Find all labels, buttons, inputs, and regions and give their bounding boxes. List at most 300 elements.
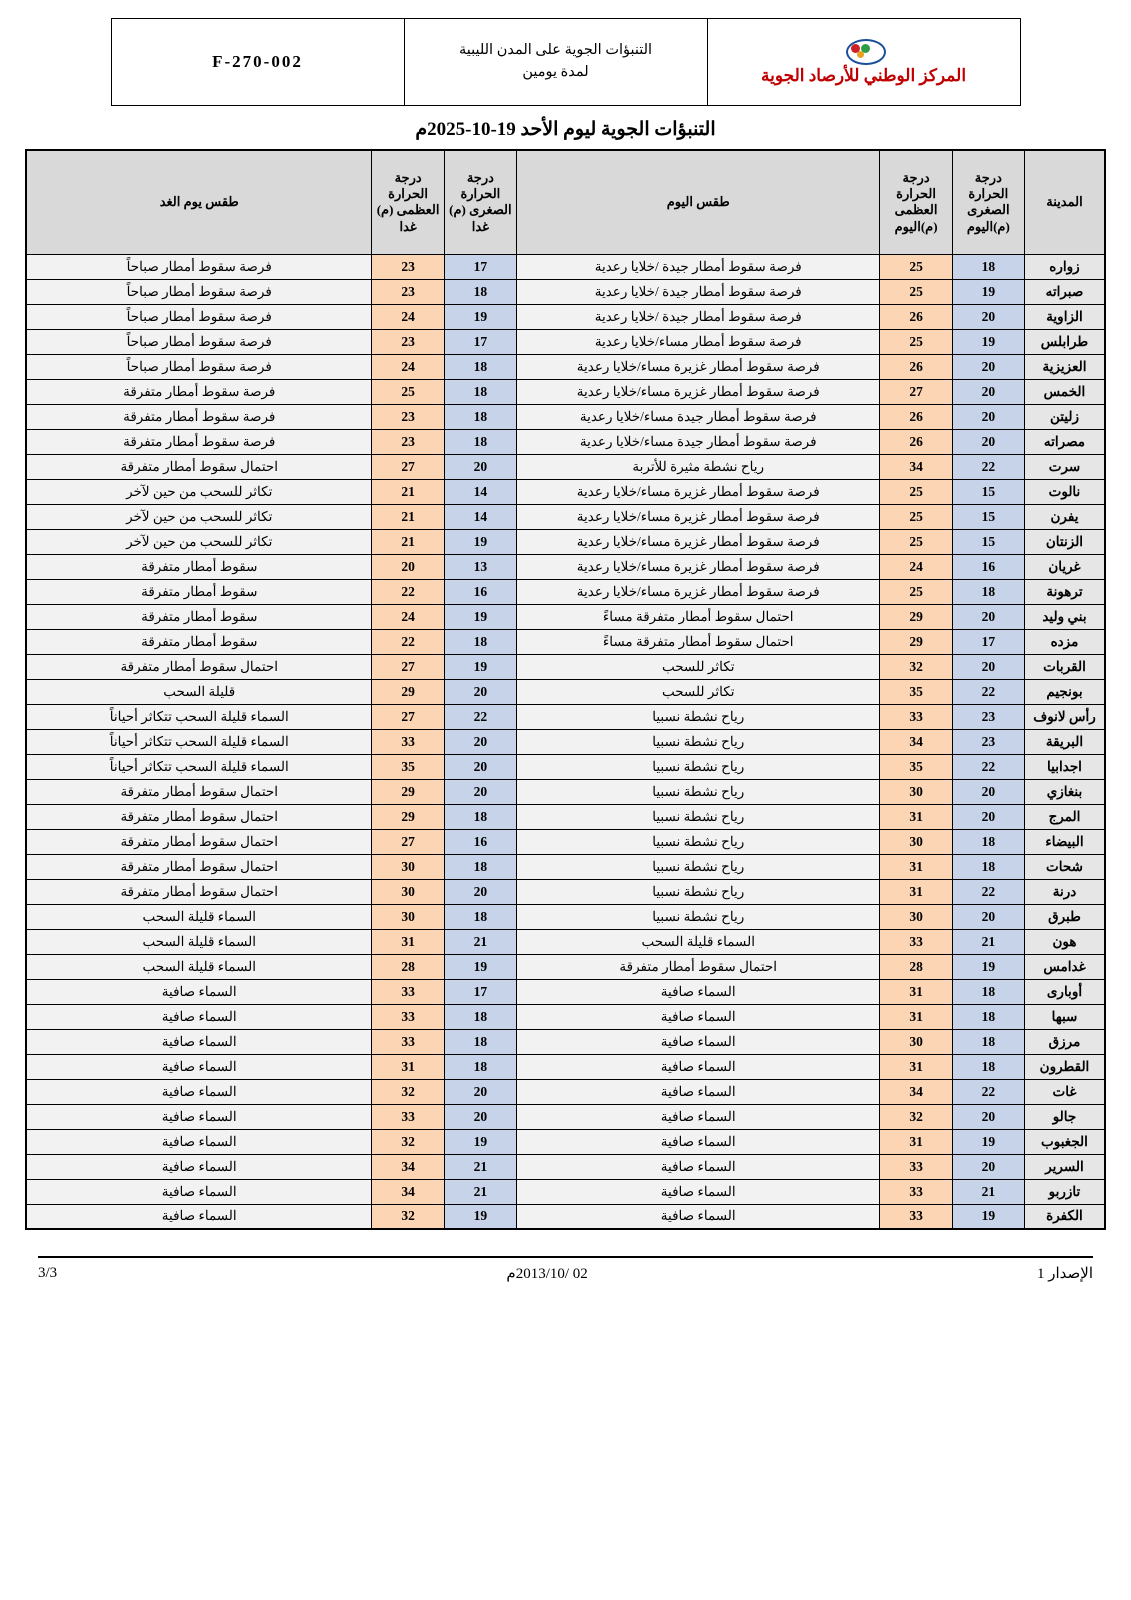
cell-max-temp-today: 30: [880, 904, 952, 929]
cell-max-temp-today: 31: [880, 979, 952, 1004]
cell-min-temp-today: 18: [952, 579, 1024, 604]
cell-min-temp-today: 23: [952, 729, 1024, 754]
cell-min-temp-today: 22: [952, 679, 1024, 704]
cell-min-temp-today: 20: [952, 304, 1024, 329]
table-row: [26, 1204, 1105, 1229]
cell-min-temp-tomorrow: 20: [444, 879, 516, 904]
cell-min-temp-tomorrow: 20: [444, 779, 516, 804]
cell-city: طبرق: [1024, 904, 1105, 929]
cell-city: الجغبوب: [1024, 1129, 1105, 1154]
cell-city: زواره: [1024, 254, 1105, 279]
cell-weather-today: السماء صافية: [517, 1129, 880, 1154]
table-row: [26, 904, 1105, 929]
cell-max-temp-tomorrow: 33: [372, 1104, 444, 1129]
cell-weather-tomorrow: احتمال سقوط أمطار متفرقة: [26, 779, 372, 804]
cell-min-temp-today: 18: [952, 1029, 1024, 1054]
cell-city: مرزق: [1024, 1029, 1105, 1054]
cell-min-temp-tomorrow: 18: [444, 429, 516, 454]
cell-min-temp-today: 15: [952, 529, 1024, 554]
table-row: [26, 479, 1105, 504]
cell-min-temp-tomorrow: 19: [444, 529, 516, 554]
cell-max-temp-tomorrow: 22: [372, 629, 444, 654]
cell-min-temp-today: 19: [952, 1204, 1024, 1229]
cell-min-temp-today: 20: [952, 779, 1024, 804]
cell-min-temp-today: 17: [952, 629, 1024, 654]
cell-city: يفرن: [1024, 504, 1105, 529]
cell-weather-today: رياح نشطة نسبيا: [517, 829, 880, 854]
cell-weather-today: تكاثر للسحب: [517, 654, 880, 679]
table-row: [26, 529, 1105, 554]
cell-max-temp-today: 35: [880, 679, 952, 704]
cell-weather-tomorrow: السماء صافية: [26, 1004, 372, 1029]
cell-city: غريان: [1024, 554, 1105, 579]
cell-weather-tomorrow: فرصة سقوط أمطار صباحاً: [26, 304, 372, 329]
cell-max-temp-today: 27: [880, 379, 952, 404]
cell-max-temp-tomorrow: 29: [372, 779, 444, 804]
cell-max-temp-tomorrow: 32: [372, 1079, 444, 1104]
cell-min-temp-today: 22: [952, 754, 1024, 779]
cell-weather-tomorrow: تكاثر للسحب من حين لآخر: [26, 529, 372, 554]
header-subject-line2: لمدة يومين: [522, 64, 589, 80]
cell-city: المرج: [1024, 804, 1105, 829]
header-code-cell: [111, 19, 404, 106]
cell-min-temp-today: 20: [952, 404, 1024, 429]
cell-weather-tomorrow: السماء صافية: [26, 1079, 372, 1104]
cell-max-temp-tomorrow: 31: [372, 929, 444, 954]
cell-max-temp-tomorrow: 35: [372, 754, 444, 779]
cell-city: غدامس: [1024, 954, 1105, 979]
cell-city: اجدابيا: [1024, 754, 1105, 779]
cell-max-temp-today: 33: [880, 1204, 952, 1229]
table-row: [26, 1104, 1105, 1129]
cell-city: غات: [1024, 1079, 1105, 1104]
cell-max-temp-tomorrow: 23: [372, 404, 444, 429]
cell-min-temp-today: 21: [952, 1179, 1024, 1204]
cell-max-temp-today: 31: [880, 854, 952, 879]
cell-max-temp-tomorrow: 27: [372, 454, 444, 479]
table-row: [26, 954, 1105, 979]
table-row: [26, 654, 1105, 679]
table-row: [26, 679, 1105, 704]
forecast-table: [25, 149, 1106, 1230]
cell-city: نالوت: [1024, 479, 1105, 504]
cell-city: القربات: [1024, 654, 1105, 679]
cell-min-temp-tomorrow: 19: [444, 1204, 516, 1229]
cell-max-temp-tomorrow: 27: [372, 654, 444, 679]
cell-max-temp-tomorrow: 32: [372, 1129, 444, 1154]
cell-min-temp-today: 19: [952, 1129, 1024, 1154]
cell-max-temp-today: 30: [880, 829, 952, 854]
cell-max-temp-tomorrow: 24: [372, 604, 444, 629]
cell-weather-today: رياح نشطة مثيرة للأتربة: [517, 454, 880, 479]
cell-max-temp-tomorrow: 23: [372, 279, 444, 304]
table-row: [26, 1004, 1105, 1029]
cell-max-temp-tomorrow: 31: [372, 1054, 444, 1079]
cell-weather-tomorrow: السماء صافية: [26, 1029, 372, 1054]
cell-weather-tomorrow: احتمال سقوط أمطار متفرقة: [26, 654, 372, 679]
table-row: [26, 779, 1105, 804]
cell-city: الخمس: [1024, 379, 1105, 404]
cell-max-temp-today: 32: [880, 654, 952, 679]
cell-max-temp-today: 25: [880, 329, 952, 354]
cell-min-temp-today: 19: [952, 329, 1024, 354]
cell-min-temp-today: 20: [952, 379, 1024, 404]
cell-min-temp-today: 18: [952, 254, 1024, 279]
cell-max-temp-today: 25: [880, 504, 952, 529]
cell-max-temp-tomorrow: 21: [372, 504, 444, 529]
cell-weather-tomorrow: احتمال سقوط أمطار متفرقة: [26, 454, 372, 479]
table-row: [26, 1029, 1105, 1054]
cell-max-temp-today: 31: [880, 1054, 952, 1079]
table-row: [26, 504, 1105, 529]
cell-city: بنغازي: [1024, 779, 1105, 804]
cell-min-temp-tomorrow: 19: [444, 604, 516, 629]
cell-min-temp-today: 18: [952, 1004, 1024, 1029]
cell-weather-tomorrow: فرصة سقوط أمطار صباحاً: [26, 329, 372, 354]
cell-weather-today: فرصة سقوط أمطار مساء/خلايا رعدية: [517, 329, 880, 354]
footer-edition: الإصدار 1: [1037, 1266, 1093, 1282]
cell-max-temp-tomorrow: 23: [372, 254, 444, 279]
cell-weather-today: رياح نشطة نسبيا: [517, 754, 880, 779]
table-row: [26, 929, 1105, 954]
table-row: [26, 979, 1105, 1004]
document-footer: [38, 1256, 1093, 1283]
table-row: [26, 404, 1105, 429]
cell-max-temp-tomorrow: 25: [372, 379, 444, 404]
cell-weather-today: فرصة سقوط أمطار غزيرة مساء/خلايا رعدية: [517, 529, 880, 554]
cell-weather-tomorrow: احتمال سقوط أمطار متفرقة: [26, 879, 372, 904]
cell-city: طرابلس: [1024, 329, 1105, 354]
cell-city: بونجيم: [1024, 679, 1105, 704]
cell-min-temp-tomorrow: 21: [444, 1154, 516, 1179]
cell-min-temp-tomorrow: 22: [444, 704, 516, 729]
cell-max-temp-tomorrow: 29: [372, 679, 444, 704]
cell-weather-today: رياح نشطة نسبيا: [517, 779, 880, 804]
cell-weather-tomorrow: فرصة سقوط أمطار متفرقة: [26, 404, 372, 429]
column-header-max-today: درجة الحرارة العظمى (م)اليوم: [880, 150, 952, 254]
cell-weather-tomorrow: فرصة سقوط أمطار صباحاً: [26, 254, 372, 279]
cell-max-temp-today: 26: [880, 304, 952, 329]
cell-weather-today: فرصة سقوط أمطار جيدة /خلايا رعدية: [517, 254, 880, 279]
cell-weather-tomorrow: سقوط أمطار متفرقة: [26, 579, 372, 604]
cell-min-temp-today: 15: [952, 479, 1024, 504]
cell-max-temp-tomorrow: 24: [372, 304, 444, 329]
table-row: [26, 1054, 1105, 1079]
table-row: [26, 354, 1105, 379]
cell-min-temp-tomorrow: 20: [444, 454, 516, 479]
header-subject-line1: التنبؤات الجوية على المدن الليبية: [458, 42, 653, 59]
cell-max-temp-tomorrow: 30: [372, 854, 444, 879]
cell-city: تازربو: [1024, 1179, 1105, 1204]
cell-weather-today: السماء صافية: [517, 1154, 880, 1179]
cell-min-temp-today: 20: [952, 429, 1024, 454]
cell-max-temp-tomorrow: 34: [372, 1179, 444, 1204]
cell-min-temp-tomorrow: 17: [444, 254, 516, 279]
cell-city: سبها: [1024, 1004, 1105, 1029]
cell-max-temp-today: 31: [880, 1004, 952, 1029]
cell-city: الزاوية: [1024, 304, 1105, 329]
cell-min-temp-tomorrow: 19: [444, 1129, 516, 1154]
cell-weather-today: السماء صافية: [517, 1204, 880, 1229]
cell-weather-tomorrow: فرصة سقوط أمطار متفرقة: [26, 379, 372, 404]
organization-name: المركز الوطني للأرصاد الجوية: [760, 66, 967, 85]
cell-weather-today: فرصة سقوط أمطار جيدة مساء/خلايا رعدية: [517, 429, 880, 454]
cell-weather-tomorrow: سقوط أمطار متفرقة: [26, 629, 372, 654]
cell-max-temp-tomorrow: 21: [372, 529, 444, 554]
document-header: [111, 18, 1021, 106]
cell-max-temp-today: 25: [880, 479, 952, 504]
cell-max-temp-tomorrow: 20: [372, 554, 444, 579]
cell-min-temp-tomorrow: 18: [444, 354, 516, 379]
table-row: [26, 629, 1105, 654]
cell-max-temp-today: 25: [880, 279, 952, 304]
cell-weather-tomorrow: سقوط أمطار متفرقة: [26, 554, 372, 579]
cell-max-temp-tomorrow: 30: [372, 904, 444, 929]
cell-min-temp-today: 20: [952, 654, 1024, 679]
cell-min-temp-tomorrow: 20: [444, 1104, 516, 1129]
cell-city: العزيزية: [1024, 354, 1105, 379]
table-row: [26, 1154, 1105, 1179]
cell-weather-today: السماء صافية: [517, 1179, 880, 1204]
table-row: [26, 1079, 1105, 1104]
cell-max-temp-tomorrow: 30: [372, 879, 444, 904]
cell-min-temp-today: 18: [952, 854, 1024, 879]
cell-max-temp-tomorrow: 34: [372, 1154, 444, 1179]
cell-weather-tomorrow: السماء قليلة السحب تتكاثر أحياناً: [26, 729, 372, 754]
cell-city: بني وليد: [1024, 604, 1105, 629]
table-row: [26, 754, 1105, 779]
cell-min-temp-today: 21: [952, 929, 1024, 954]
cell-weather-today: رياح نشطة نسبيا: [517, 879, 880, 904]
cell-city: صبراته: [1024, 279, 1105, 304]
cell-min-temp-today: 15: [952, 504, 1024, 529]
table-row: [26, 829, 1105, 854]
cell-max-temp-today: 31: [880, 1129, 952, 1154]
cell-weather-tomorrow: تكاثر للسحب من حين لآخر: [26, 504, 372, 529]
cell-min-temp-today: 19: [952, 279, 1024, 304]
cell-min-temp-tomorrow: 18: [444, 404, 516, 429]
cell-max-temp-today: 26: [880, 429, 952, 454]
cell-min-temp-tomorrow: 14: [444, 479, 516, 504]
header-organization-cell: [707, 19, 1020, 106]
cell-max-temp-today: 31: [880, 804, 952, 829]
cell-max-temp-today: 34: [880, 1079, 952, 1104]
cell-weather-today: السماء قليلة السحب: [517, 929, 880, 954]
table-row: [26, 704, 1105, 729]
cell-max-temp-tomorrow: 32: [372, 1204, 444, 1229]
cell-min-temp-tomorrow: 21: [444, 929, 516, 954]
footer-date: 02 /2013/10م: [506, 1266, 588, 1282]
cell-weather-tomorrow: السماء قليلة السحب: [26, 954, 372, 979]
cell-min-temp-tomorrow: 18: [444, 854, 516, 879]
table-row: [26, 379, 1105, 404]
cell-max-temp-today: 30: [880, 1029, 952, 1054]
cell-weather-today: فرصة سقوط أمطار جيدة مساء/خلايا رعدية: [517, 404, 880, 429]
cell-city: درنة: [1024, 879, 1105, 904]
cell-weather-today: السماء صافية: [517, 1104, 880, 1129]
cell-city: السرير: [1024, 1154, 1105, 1179]
cell-weather-tomorrow: السماء قليلة السحب تتكاثر أحياناً: [26, 754, 372, 779]
cell-max-temp-today: 25: [880, 254, 952, 279]
cell-weather-tomorrow: احتمال سقوط أمطار متفرقة: [26, 804, 372, 829]
cell-weather-tomorrow: السماء صافية: [26, 1154, 372, 1179]
cell-max-temp-tomorrow: 27: [372, 704, 444, 729]
cell-min-temp-today: 20: [952, 904, 1024, 929]
cell-weather-tomorrow: السماء صافية: [26, 979, 372, 1004]
cell-weather-today: فرصة سقوط أمطار غزيرة مساء/خلايا رعدية: [517, 479, 880, 504]
table-row: [26, 304, 1105, 329]
table-row: [26, 854, 1105, 879]
cell-weather-today: فرصة سقوط أمطار غزيرة مساء/خلايا رعدية: [517, 354, 880, 379]
cell-min-temp-tomorrow: 13: [444, 554, 516, 579]
cell-weather-today: فرصة سقوط أمطار غزيرة مساء/خلايا رعدية: [517, 504, 880, 529]
cell-max-temp-today: 30: [880, 779, 952, 804]
cell-max-temp-tomorrow: 33: [372, 729, 444, 754]
table-row: [26, 554, 1105, 579]
cell-weather-today: السماء صافية: [517, 1054, 880, 1079]
cell-min-temp-today: 20: [952, 354, 1024, 379]
cell-weather-today: رياح نشطة نسبيا: [517, 904, 880, 929]
cell-weather-today: احتمال سقوط أمطار متفرقة مساءً: [517, 604, 880, 629]
cell-min-temp-today: 22: [952, 454, 1024, 479]
cell-min-temp-tomorrow: 20: [444, 679, 516, 704]
cell-max-temp-today: 33: [880, 929, 952, 954]
cell-city: أوبارى: [1024, 979, 1105, 1004]
cell-weather-today: رياح نشطة نسبيا: [517, 854, 880, 879]
cell-min-temp-tomorrow: 16: [444, 829, 516, 854]
cell-city: ترهونة: [1024, 579, 1105, 604]
column-header-min-today: درجة الحرارة الصغرى (م)اليوم: [952, 150, 1024, 254]
cell-max-temp-today: 33: [880, 1154, 952, 1179]
cell-weather-today: السماء صافية: [517, 1004, 880, 1029]
cell-weather-tomorrow: سقوط أمطار متفرقة: [26, 604, 372, 629]
cell-weather-today: رياح نشطة نسبيا: [517, 804, 880, 829]
cell-min-temp-tomorrow: 18: [444, 904, 516, 929]
table-row: [26, 729, 1105, 754]
cell-max-temp-today: 32: [880, 1104, 952, 1129]
cell-min-temp-today: 23: [952, 704, 1024, 729]
table-row: [26, 454, 1105, 479]
cell-min-temp-today: 16: [952, 554, 1024, 579]
cell-max-temp-tomorrow: 28: [372, 954, 444, 979]
cell-weather-today: فرصة سقوط أمطار غزيرة مساء/خلايا رعدية: [517, 554, 880, 579]
cell-max-temp-tomorrow: 22: [372, 579, 444, 604]
cell-min-temp-tomorrow: 20: [444, 729, 516, 754]
cell-weather-tomorrow: فرصة سقوط أمطار متفرقة: [26, 429, 372, 454]
table-row: [26, 329, 1105, 354]
cell-min-temp-tomorrow: 20: [444, 1079, 516, 1104]
cell-city: مزده: [1024, 629, 1105, 654]
cell-max-temp-today: 28: [880, 954, 952, 979]
cell-min-temp-tomorrow: 18: [444, 629, 516, 654]
cell-min-temp-tomorrow: 17: [444, 329, 516, 354]
page-title: التنبؤات الجوية ليوم الأحد 19-10-2025م: [415, 119, 716, 140]
table-header-row: [26, 150, 1105, 254]
column-header-weather-today: طقس اليوم: [517, 150, 880, 254]
cell-weather-today: احتمال سقوط أمطار متفرقة مساءً: [517, 629, 880, 654]
cell-max-temp-today: 33: [880, 704, 952, 729]
cell-max-temp-today: 26: [880, 354, 952, 379]
cell-max-temp-today: 25: [880, 579, 952, 604]
document-code: F-270-002: [212, 52, 303, 71]
cell-weather-today: فرصة سقوط أمطار غزيرة مساء/خلايا رعدية: [517, 379, 880, 404]
cell-max-temp-tomorrow: 29: [372, 804, 444, 829]
cell-max-temp-today: 24: [880, 554, 952, 579]
cell-weather-today: السماء صافية: [517, 1079, 880, 1104]
cell-min-temp-today: 22: [952, 1079, 1024, 1104]
column-header-weather-tomorrow: طقس يوم الغد: [26, 150, 372, 254]
cell-min-temp-tomorrow: 18: [444, 804, 516, 829]
cell-min-temp-today: 18: [952, 1054, 1024, 1079]
cell-max-temp-tomorrow: 23: [372, 329, 444, 354]
table-row: [26, 1129, 1105, 1154]
cell-weather-tomorrow: فرصة سقوط أمطار صباحاً: [26, 354, 372, 379]
cell-max-temp-tomorrow: 33: [372, 1004, 444, 1029]
cell-min-temp-today: 20: [952, 604, 1024, 629]
cell-min-temp-tomorrow: 19: [444, 304, 516, 329]
cell-weather-today: فرصة سقوط أمطار جيدة /خلايا رعدية: [517, 279, 880, 304]
cell-min-temp-today: 22: [952, 879, 1024, 904]
cell-city: جالو: [1024, 1104, 1105, 1129]
cell-weather-tomorrow: السماء قليلة السحب: [26, 904, 372, 929]
cell-min-temp-tomorrow: 14: [444, 504, 516, 529]
cell-weather-tomorrow: السماء صافية: [26, 1204, 372, 1229]
cell-max-temp-tomorrow: 21: [372, 479, 444, 504]
cell-weather-today: السماء صافية: [517, 1029, 880, 1054]
cell-min-temp-today: 18: [952, 829, 1024, 854]
cell-city: رأس لانوف: [1024, 704, 1105, 729]
cell-max-temp-today: 25: [880, 529, 952, 554]
cell-max-temp-tomorrow: 27: [372, 829, 444, 854]
cell-max-temp-today: 35: [880, 754, 952, 779]
header-subject-cell: [404, 19, 707, 106]
cell-weather-tomorrow: السماء صافية: [26, 1054, 372, 1079]
cell-min-temp-tomorrow: 18: [444, 1054, 516, 1079]
cell-min-temp-tomorrow: 18: [444, 1004, 516, 1029]
cell-min-temp-today: 18: [952, 979, 1024, 1004]
cell-weather-today: رياح نشطة نسبيا: [517, 729, 880, 754]
table-row: [26, 804, 1105, 829]
cell-min-temp-tomorrow: 18: [444, 379, 516, 404]
cell-city: البيضاء: [1024, 829, 1105, 854]
cell-max-temp-today: 29: [880, 629, 952, 654]
cell-weather-tomorrow: السماء قليلة السحب: [26, 929, 372, 954]
cell-city: البريقة: [1024, 729, 1105, 754]
cell-min-temp-tomorrow: 18: [444, 279, 516, 304]
cell-weather-tomorrow: احتمال سقوط أمطار متفرقة: [26, 854, 372, 879]
table-row: [26, 604, 1105, 629]
cell-min-temp-tomorrow: 18: [444, 1029, 516, 1054]
table-row: [26, 579, 1105, 604]
cell-max-temp-today: 34: [880, 729, 952, 754]
cell-weather-today: فرصة سقوط أمطار جيدة /خلايا رعدية: [517, 304, 880, 329]
cell-weather-today: رياح نشطة نسبيا: [517, 704, 880, 729]
cell-weather-tomorrow: فرصة سقوط أمطار صباحاً: [26, 279, 372, 304]
cell-weather-today: احتمال سقوط أمطار متفرقة: [517, 954, 880, 979]
column-header-max-tomorrow: درجة الحرارة العظمى (م) غدا: [372, 150, 444, 254]
cell-max-temp-tomorrow: 24: [372, 354, 444, 379]
footer-page-number: 3/3: [38, 1265, 58, 1281]
cell-max-temp-tomorrow: 33: [372, 1029, 444, 1054]
cell-min-temp-tomorrow: 19: [444, 954, 516, 979]
cell-max-temp-tomorrow: 33: [372, 979, 444, 1004]
cell-city: الكفرة: [1024, 1204, 1105, 1229]
cell-weather-tomorrow: السماء قليلة السحب تتكاثر أحياناً: [26, 704, 372, 729]
cell-max-temp-tomorrow: 23: [372, 429, 444, 454]
cell-city: مصراته: [1024, 429, 1105, 454]
cell-weather-today: فرصة سقوط أمطار غزيرة مساء/خلايا رعدية: [517, 579, 880, 604]
cell-weather-tomorrow: قليلة السحب: [26, 679, 372, 704]
